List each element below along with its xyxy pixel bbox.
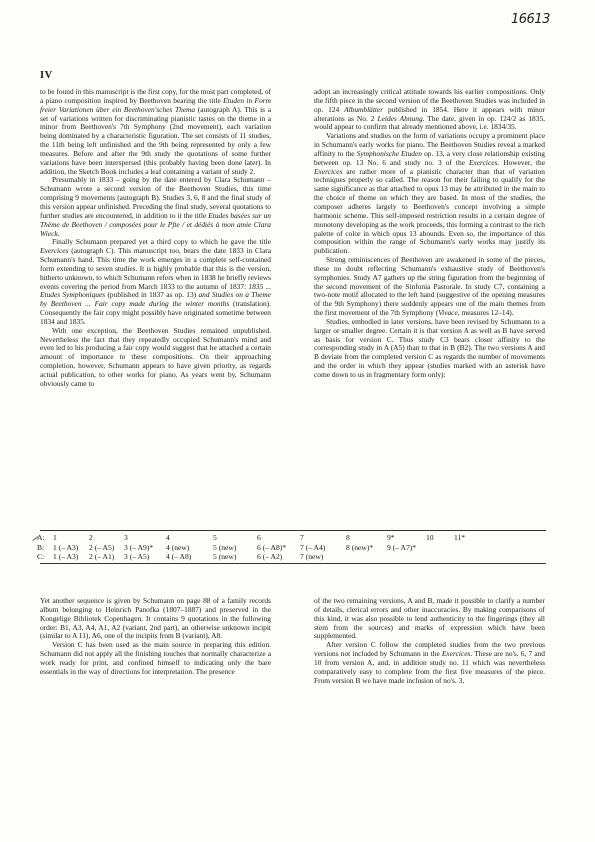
paragraph: Studies, embodied in later versions, have been revised by Schumann to a larger or smaller degree. Certain it is that version A as well as B have served as basis for version C. Thus study C3 bears closer affinity to the corresponding study in A (A5) than to that in B (B2). The two versions A and B deviate from the completed version C as regards the number of movements and the order in which they appear (studies marked with an asterisk have come down to us in fragmentary form only): xyxy=(314,316,545,379)
paragraph: Finally Schumann prepared yet a third copy to which he gave the title Exercices (autograph C). This manuscript too, bears the date 1833 in Clara Schumann's hand. This time the work emerges in a complete self-contained form extending to seven studies. It is highly probable that this is the version, hitherto unknown, to which Schumann refers when in 1838 he briefly reviews events covering the period from March 1833 to the autumn of 1837: 1835 ... Etudes Symphoniques (published in 1837 as op. 13) and Studies on a Theme by Beethoven ... Fair copy made during the winter months (translation). Consequently the fair copy might possibly have originated sometime between 1834 and 1835. xyxy=(40,237,271,326)
paragraph: Yet another sequence is given by Schumann on page 88 of a family records album belonging to Heinrich Panofka (1807–1887) and preserved in the Kongelige Bibliotek Copenhagen. It contains 9 quotations in the following order: B1, A3, A4, A1, A2 (variant, 2nd part), an otherwise unknown incipit (similar to A 11), A6, one of the incipits from B (variant), A8. xyxy=(40,596,271,641)
table-cell: 4 (new) xyxy=(166,542,190,552)
table-cell: 2 xyxy=(89,533,93,542)
version-label: C: xyxy=(37,552,45,561)
table-cell: 3 (– A5) xyxy=(124,552,150,561)
paragraph: After version C follow the completed studies from the two previous versions not included by Schumann in the Exercices. These are no's. 6, 7 and 10 from version A, and, in addition study no. 11 which was nevertheless comparatively easy to complete from the first five measures of the piece. From version B we have made inclusion of no's. 3, xyxy=(314,640,545,685)
table-cell: 2 (– A5) xyxy=(89,542,115,552)
table-cell: 6 (– A8)* xyxy=(257,542,287,552)
table-cell: 5 xyxy=(213,533,217,542)
table-cell: 7 (– A4) xyxy=(300,542,326,552)
table-cell: 5 (new) xyxy=(213,542,237,552)
versions-table xyxy=(37,533,543,562)
paragraph: to be found in this manuscript is the first copy, for the most part completed, of a piano composition inspired by Beethoven bearing the title Etuden in Form freier Variationen über ein Beethoven'sches Thema (autograph A). This is a set of variations written for discriminating pianistic tastes on the theme in a minor from Beethoven's 7th Symphony (2nd movement), each variation being dominated by a characteristic figuration. The set consists of 11 studies, the 11th being left unfinished and the 9th being represented by only a few measures. Before and after the 9th study the quotations of some further variations have been interspersed (this probably having been done later). In addition, the Sketch Book includes a leaf containing a variant of study 2. xyxy=(40,87,271,176)
table-cell: 4 (– A8) xyxy=(166,552,192,561)
paragraph: Variations and studies on the form of variations occupy a prominent place in Schumann's early works for piano. The Beethoven Studies reveal a marked affinity to the Symphonische Etuden op. 13, a very close relationship existing between op. 13 No. 6 and study no. 3 of the Exercices. However, the Exercices are rather more of a pianistic character than that of variation techniques properly so called. The reason for their failing to qualify for the same significance as that attached to opus 13 may be attributed in the main to the choice of theme on which they are based. In most of the studies, the composer adheres largely to Beethoven's concept involving a simple harmonic scheme. This self-imposed restriction results in a certain degree of monotony developing as the work proceeds, this forming a contrast to the rich palette of color in which opus 13 abounds. Even so, the importance of this composition within the range of Schumann's early works may justify its publication. xyxy=(314,131,545,256)
paragraph: adopt an increasingly critical attitude towards his earlier compositions. Only the fifth piece in the second version of the Beethoven Studies was included in op. 124 Albumblätter published in 1854. Here it appears with minor alterations as No. 2 Leides Ahnung. The date, given in op. 124/2 as 1835, would appear to confirm that already mentioned above, i.e. 1834/35. xyxy=(314,87,545,132)
table-cell: 4 xyxy=(166,533,170,542)
table-cell: 6 xyxy=(257,533,261,542)
table-row xyxy=(37,542,543,553)
table-cell: 9* xyxy=(387,533,395,542)
text-column-bottom-left xyxy=(40,597,271,677)
paragraph: Version C has been used as the main source in preparing this edition. Schumann did not apply all the finishing touches that normally characterize a work ready for print, and confined himself to indicating only the bare essentials in the way of directions for interpretation. The presence xyxy=(40,640,271,676)
table-cell: 10 xyxy=(426,533,434,542)
table-cell: 1 (– A3) xyxy=(53,552,79,561)
table-cell: 8 xyxy=(346,533,350,542)
table-cell: 1 xyxy=(53,533,57,542)
table-row xyxy=(37,552,543,562)
paragraph: Presumably in 1833 – going by the date entered by Clara Schumann – Schumann wrote a second version of the Beethoven Studies, this time comprising 9 movements (autograph B). Studies 3, 6, 8 and the final study of this version appear unfinished. Preceding the final study, several quotations to further studies are encountered, in addition to it the title Etudes basées sur un Thème de Beethoven / composées pour le Pfte / et dédiés à mon amie Clara Wieck. xyxy=(40,175,271,238)
text-column-top-right xyxy=(314,88,545,380)
table-cell: 9 (– A7)* xyxy=(387,542,417,552)
table-cell: 2 (– A1) xyxy=(89,552,115,561)
table-cell: 8 (new)* xyxy=(346,542,374,552)
table-top-rule xyxy=(40,530,546,531)
table-bottom-rule xyxy=(40,563,546,564)
table-cell: 11* xyxy=(454,533,466,542)
table-row xyxy=(37,533,543,543)
version-label: B: xyxy=(37,542,45,552)
paragraph: of the two remaining versions, A and B, made it possible to clarify a number of details, clerical errors and other inaccuracies. By making comparisons of this kind, it was also possible to lend authenticity to the fingerings (they all stem from the sources) and marks of expression which have been supplemented. xyxy=(314,596,545,641)
table-cell: 7 xyxy=(300,533,304,542)
text-column-top-left xyxy=(40,88,271,389)
table-cell: 3 (– A9)* xyxy=(124,542,154,552)
handwritten-catalog-note: 16613 xyxy=(511,12,550,27)
table-cell: 1 (– A3) xyxy=(53,542,79,552)
paragraph: With one exception, the Beethoven Studies remained unpublished. Nevertheless the fact that they repeatedly occupied Schumann's mind and even led to his producing a fair copy would suggest that he attached a certain amount of importance to these compositions. On their approaching completion, however, Schumann appears to have given priority, as regards actual publication, to other works for piano. As years went by, Schumann obviously came to xyxy=(40,325,271,388)
table-cell: 6 (– A2) xyxy=(257,552,283,561)
table-cell: 3 xyxy=(124,533,128,542)
text-column-bottom-right xyxy=(314,597,545,685)
paragraph: Strong reminiscences of Beethoven are awakened in some of the pieces, these no doubt reflecting Schumann's exhaustive study of Beethoven's symphonies. Study A7 gathers up the string figuration from the beginning of the second movement of the Sinfonia Pastorale. In study C7, containing a two-note motif allocated to the left hand (suggestive of the opening measures of the 9th Symphony) there suddenly appears one of the main themes from the first movement of the 7th Symphony (Vivace, measures 12–14). xyxy=(314,255,545,318)
table-cell: 7 (new) xyxy=(300,552,324,561)
page-number: IV xyxy=(40,70,53,81)
version-label: A: xyxy=(37,533,45,542)
table-cell: 5 (new) xyxy=(213,552,237,561)
